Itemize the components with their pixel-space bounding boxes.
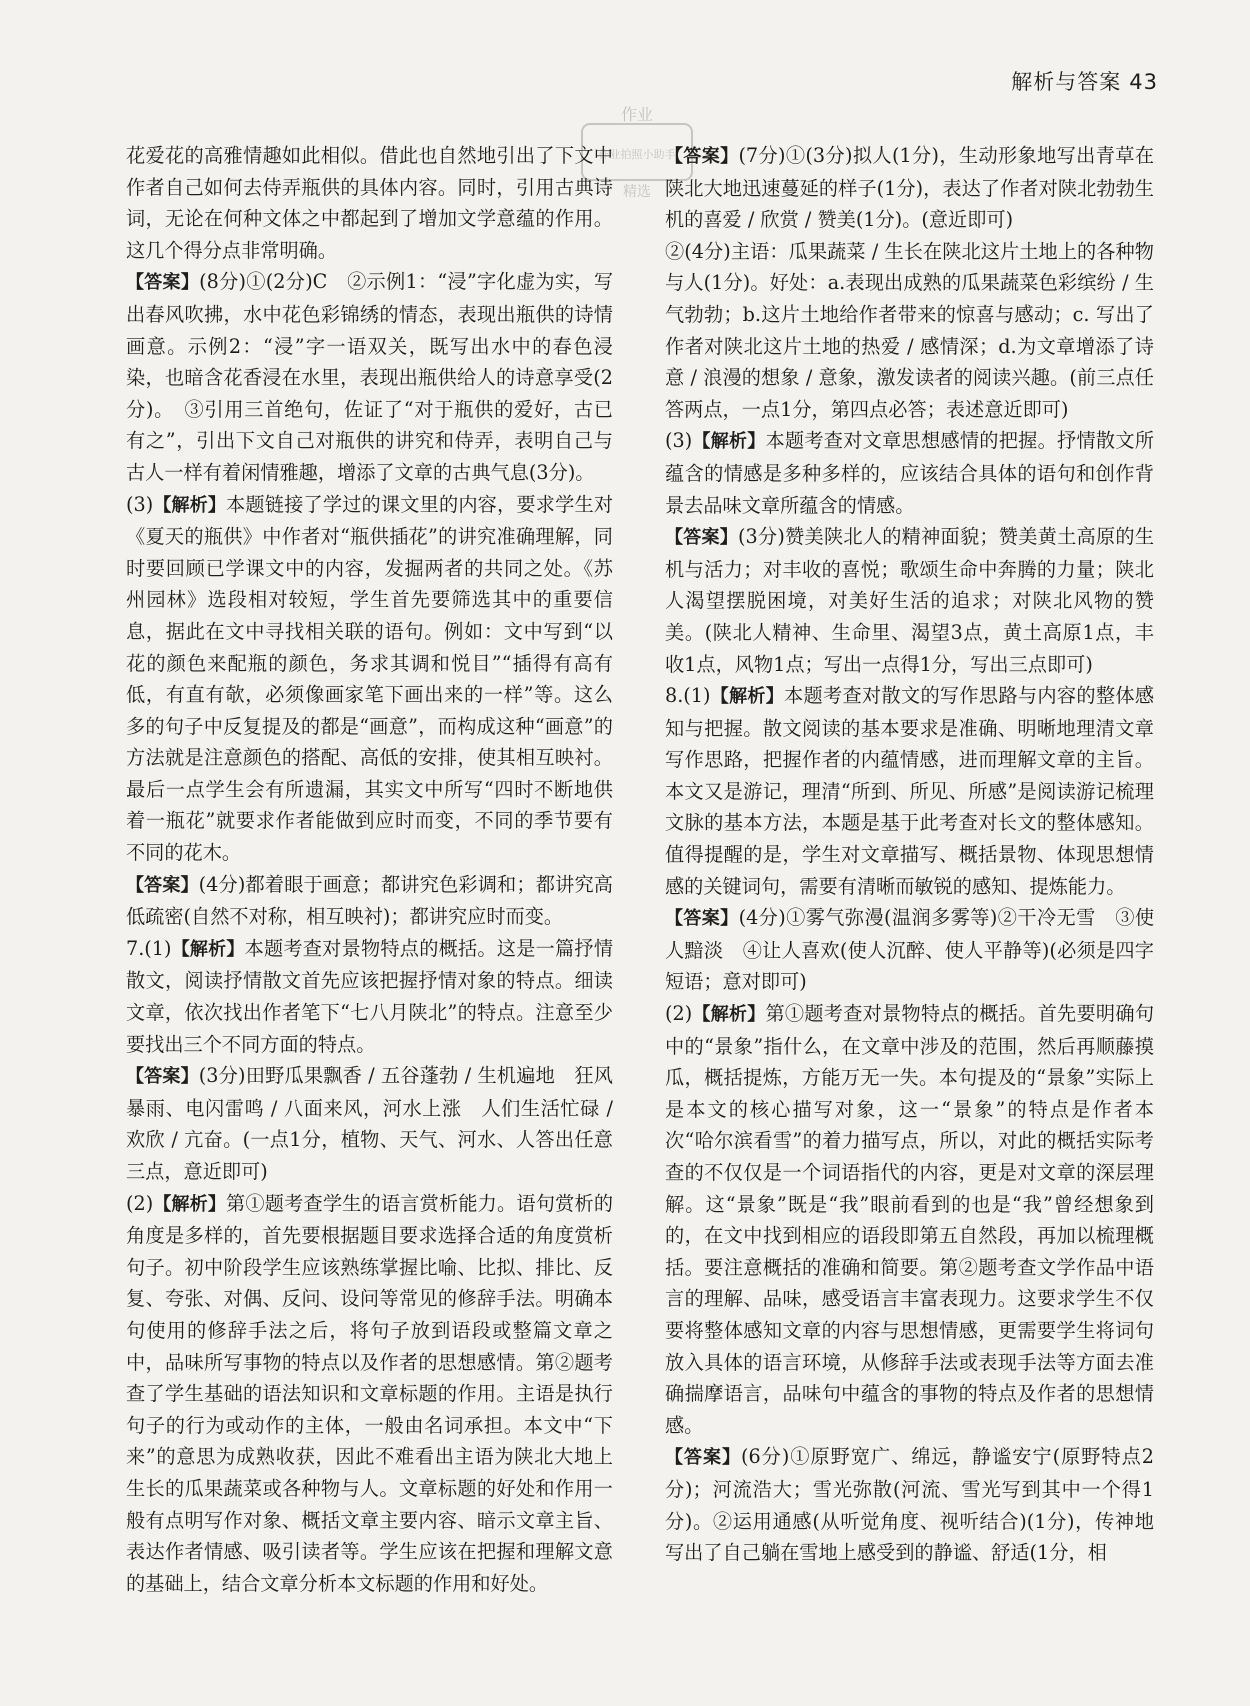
- analysis-paragraph: 8.(1)【解析】本题考查对散文的写作思路与内容的整体感知与把握。散文阅读的基本要求是准确、明晰地理清文章写作思路，把握作者的内蕴情感，进而理解文章的主旨。本文又是游记，理清“所到、所见、所感”是阅读游记梳理文脉的基本方法，本题是基于此考查对长文的整体感知。值得提醒的是，学生对文章描写、概括景物、体现思想情感的关键词句，需要有清晰而敏锐的感知、提炼能力。: [665, 684, 1155, 898]
- answer-paragraph: 【答案】(3分)田野瓜果飘香 / 五谷蓬勃 / 生机遍地 狂风暴雨、电闪雷鸣 / 八面来风，河水上涨 人们生活忙碌 / 欢欣 / 亢奋。(一点1分，植物、天气、河水、人答出任意三点，意近即可): [126, 1064, 613, 1183]
- answer-tag: 【答案】: [665, 908, 739, 930]
- analysis-tag: 【解析】: [153, 494, 227, 516]
- analysis-tag: 【解析】: [171, 938, 245, 960]
- stamp-text-middle: 作业拍照小助手: [598, 148, 676, 161]
- answer-paragraph: 【答案】(7分)①(3分)拟人(1分)，生动形象地写出青草在陕北大地迅速蔓延的样子(1分)，表达了作者对陕北勃勃生机的喜爱 / 欣赏 / 赞美(1分)。(意近即可): [665, 144, 1155, 232]
- page-header: [1011, 66, 1158, 96]
- stamp-text-top: 作业: [620, 105, 654, 124]
- analysis-paragraph: (3)【解析】本题考查对文章思想感情的把握。抒情散文所蕴含的情感是多种多样的，应该结合具体的语句和创作背景去品味文章所蕴含的情感。: [665, 429, 1155, 517]
- analysis-paragraph: (3)【解析】本题链接了学过的课文里的内容，要求学生对《夏天的瓶供》中作者对“瓶供插花”的讲究准确理解，同时要回顾已学课文中的内容，发掘两者的共同之处。《苏州园林》选段相对较短，学生首先要筛选其中的重要信息，据此在文中寻找相关联的语句。例如：文中写到“以花的颜色来配瓶的颜色，务求其调和悦目”“插得有高有低，有直有欹，必须像画家笔下画出来的一样”等。这么多的句子中反复提及的都是“画意”，而构成这种“画意”的方法就是注意颜色的搭配、高低的安排，使其相互映衬。最后一点学生会有所遗漏，其实文中所写“四时不断地供着一瓶花”就要求作者能做到应时而变，不同的季节要有不同的花木。: [126, 492, 614, 865]
- analysis-paragraph: (2)【解析】第①题考查学生的语言赏析能力。语句赏析的角度是多样的，首先要根据题目要求选择合适的角度赏析句子。初中阶段学生应该熟练掌握比喻、比拟、排比、反复、夸张、对偶、反问、设问等常见的修辞手法。明确本句使用的修辞手法之后，将句子放到语段或整篇文章之中，品味所写事物的特点以及作者的思想感情。第②题考查了学生基础的语法知识和文章标题的作用。主语是执行句子的行为或动作的主体，一般由名词承担。本文中“下来”的意思为成熟收获，因此不难看出主语为陕北大地上生长的瓜果蔬菜或各种物与人。文章标题的好处和作用一般有点明写作对象、概括文章主要内容、暗示文章主旨、表达作者情感、吸引读者等。学生应该在把握和理解文意的基础上，结合文章分析本文标题的作用和好处。: [126, 1191, 614, 1595]
- answer-paragraph: 【答案】(4分)都着眼于画意；都讲究色彩调和；都讲究高低疏密(自然不对称，相互映衬)；都讲究应时而变。: [126, 872, 613, 929]
- page-number: 43: [1129, 70, 1158, 94]
- stamp-text-bottom: 精选: [623, 184, 651, 200]
- analysis-tag: 【解析】: [692, 1004, 766, 1026]
- answer-paragraph: 【答案】(3分)赞美陕北人的精神面貌；赞美黄土高原的生机与活力；对丰收的喜悦；歌颂生命中奔腾的力量；陕北人渴望摆脱困境，对美好生活的追求；对陕北风物的赞美。(陕北人精神、生命里、渴望3点，黄土高原1点，丰收1点，风物1点；写出一点得1分，写出三点即可): [665, 525, 1155, 676]
- analysis-tag: 【解析】: [692, 431, 766, 453]
- answer-paragraph: 【答案】(8分)①(2分)C ②示例1：“浸”字化虚为实，写出春风吹拂，水中花色彩锦绣的情态，表现出瓶供的诗情画意。示例2：“浸”字一语双关，既写出水中的春色浸染，也暗含花香浸在水里，表现出瓶供给人的诗意享受(2分)。 ③引用三首绝句，佐证了“对于瓶供的爱好，古已有之”，引出下文自己对瓶供的讲究和侍弄，表明自己与古人一样有着闲情雅趣，增添了文章的古典气息(3分)。: [126, 270, 614, 484]
- left-column: [126, 140, 613, 1599]
- paragraph: ②(4分)主语：瓜果蔬菜 / 生长在陕北这片土地上的各种物与人(1分)。好处：a.表现出成熟的瓜果蔬菜色彩缤纷 / 生气勃勃；b.这片土地给作者带来的惊喜与感动；c. 写出了作者对陕北这片土地的热爱 / 感情深；d.为文章增添了诗意 / 浪漫的想象 / 意象，激发读者的阅读兴趣。(前三点任答两点，一点1分，第四点必答；表述意近即可): [665, 239, 1154, 421]
- page-header-title: 解析与答案: [1011, 70, 1122, 94]
- answer-tag: 【答案】: [665, 527, 738, 549]
- analysis-paragraph: (2)【解析】第①题考查对景物特点的概括。首先要明确句中的“景象”指什么，在文章中涉及的范围，然后再顺藤摸瓜，概括提炼，方能万无一失。本句提及的“景象”实际上是本文的核心描写对象，这一“景象”的特点是作者本次“哈尔滨看雪”的着力描写点，所以，对此的概括实际考查的不仅仅是一个词语指代的内容，更是对文章的深层理解。这“景象”既是“我”眼前看到的也是“我”曾经想象到的，在文中找到相应的语段即第五自然段，再加以梳理概括。要注意概括的准确和简要。第②题考查文学作品中语言的理解、品味，感受语言丰富表现力。这要求学生不仅要将整体感知文章的内容与思想情感，更需要学生将词句放入具体的语言环境，从修辞手法或表现手法等方面去准确揣摩语言，品味句中蕴含的事物的特点及作者的思想情感。: [665, 1002, 1155, 1437]
- answer-tag: 【答案】: [665, 1447, 741, 1469]
- analysis-tag: 【解析】: [153, 1193, 227, 1215]
- paragraph: 花爱花的高雅情趣如此相似。借此也自然地引出了下文中作者自己如何去侍弄瓶供的具体内容。同时，引用古典诗词，无论在何种文体之中都起到了增加文学意蕴的作用。这几个得分点非常明确。: [126, 144, 613, 262]
- answer-tag: 【答案】: [126, 272, 200, 294]
- answer-paragraph: 【答案】(6分)①原野宽广、绵远，静谧安宁(原野特点2分)；河流浩大；雪光弥散(河流、雪光写到其中一个得1分)。②运用通感(从听觉角度、视听结合)(1分)，传神地写出了自己躺在雪地上感受到的静谧、舒适(1分，相: [665, 1445, 1155, 1565]
- right-column: [665, 140, 1154, 1569]
- answer-tag: 【答案】: [126, 874, 199, 896]
- answer-paragraph: 【答案】(4分)①雾气弥漫(温润多雾等)②干冷无雪 ③使人黯淡 ④让人喜欢(使人沉醉、使人平静等)(必须是四字短语；意对即可): [665, 906, 1155, 994]
- analysis-tag: 【解析】: [710, 686, 785, 708]
- answer-tag: 【答案】: [665, 146, 739, 167]
- answer-tag: 【答案】: [126, 1066, 199, 1088]
- analysis-paragraph: 7.(1)【解析】本题考查对景物特点的概括。这是一篇抒情散文，阅读抒情散文首先应该把握抒情对象的特点。细读文章，依次找出作者笔下“七八月陕北”的特点。注意至少要找出三个不同方面的特点。: [126, 936, 614, 1056]
